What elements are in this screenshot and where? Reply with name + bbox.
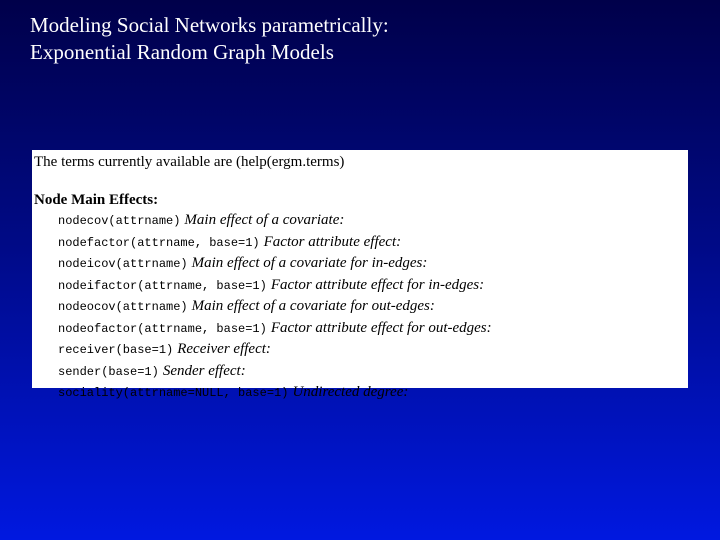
slide-title-line-2: Exponential Random Graph Models <box>30 40 334 64</box>
term-item-nodefactor <box>34 232 688 254</box>
term-code: nodeocov(attrname) <box>58 300 188 314</box>
term-item-receiver <box>34 339 688 361</box>
term-description: Factor attribute effect for in-edges: <box>270 276 485 293</box>
term-description: Undirected degree: <box>292 384 409 400</box>
term-item-nodecov <box>34 210 688 232</box>
term-code: nodeifactor(attrname, base=1) <box>58 278 267 293</box>
term-code: nodeicov(attrname) <box>58 257 188 271</box>
term-code: nodefactor(attrname, base=1) <box>58 235 260 250</box>
term-description: Factor attribute effect: <box>263 233 402 250</box>
term-code: sender(base=1) <box>58 364 159 379</box>
term-code: nodecov(attrname) <box>58 214 181 228</box>
term-item-sociality <box>34 382 688 404</box>
term-description: Sender effect: <box>162 362 246 379</box>
term-code: receiver(base=1) <box>58 343 174 357</box>
term-description: Main effect of a covariate for out-edges: <box>191 298 435 314</box>
section-heading: Node Main Effects: <box>34 192 159 208</box>
term-item-nodeicov <box>34 253 688 275</box>
term-item-sender <box>34 361 688 383</box>
slide-title <box>30 12 389 66</box>
term-description: Factor attribute effect for out-edges: <box>270 319 492 336</box>
term-description: Main effect of a covariate: <box>184 212 345 228</box>
term-code: sociality(attrname=NULL, base=1) <box>58 386 289 400</box>
intro-text: The terms currently available are (help(ergm.terms) <box>34 154 345 170</box>
term-description: Main effect of a covariate for in-edges: <box>191 255 428 271</box>
term-description: Receiver effect: <box>177 341 271 357</box>
term-code: nodeofactor(attrname, base=1) <box>58 321 267 336</box>
term-item-nodeifactor <box>34 275 688 297</box>
term-item-nodeofactor <box>34 318 688 340</box>
terms-panel <box>32 150 688 400</box>
term-item-nodeocov <box>34 296 688 318</box>
slide-title-line-1: Modeling Social Networks parametrically: <box>30 13 389 37</box>
terms-list <box>34 210 688 404</box>
